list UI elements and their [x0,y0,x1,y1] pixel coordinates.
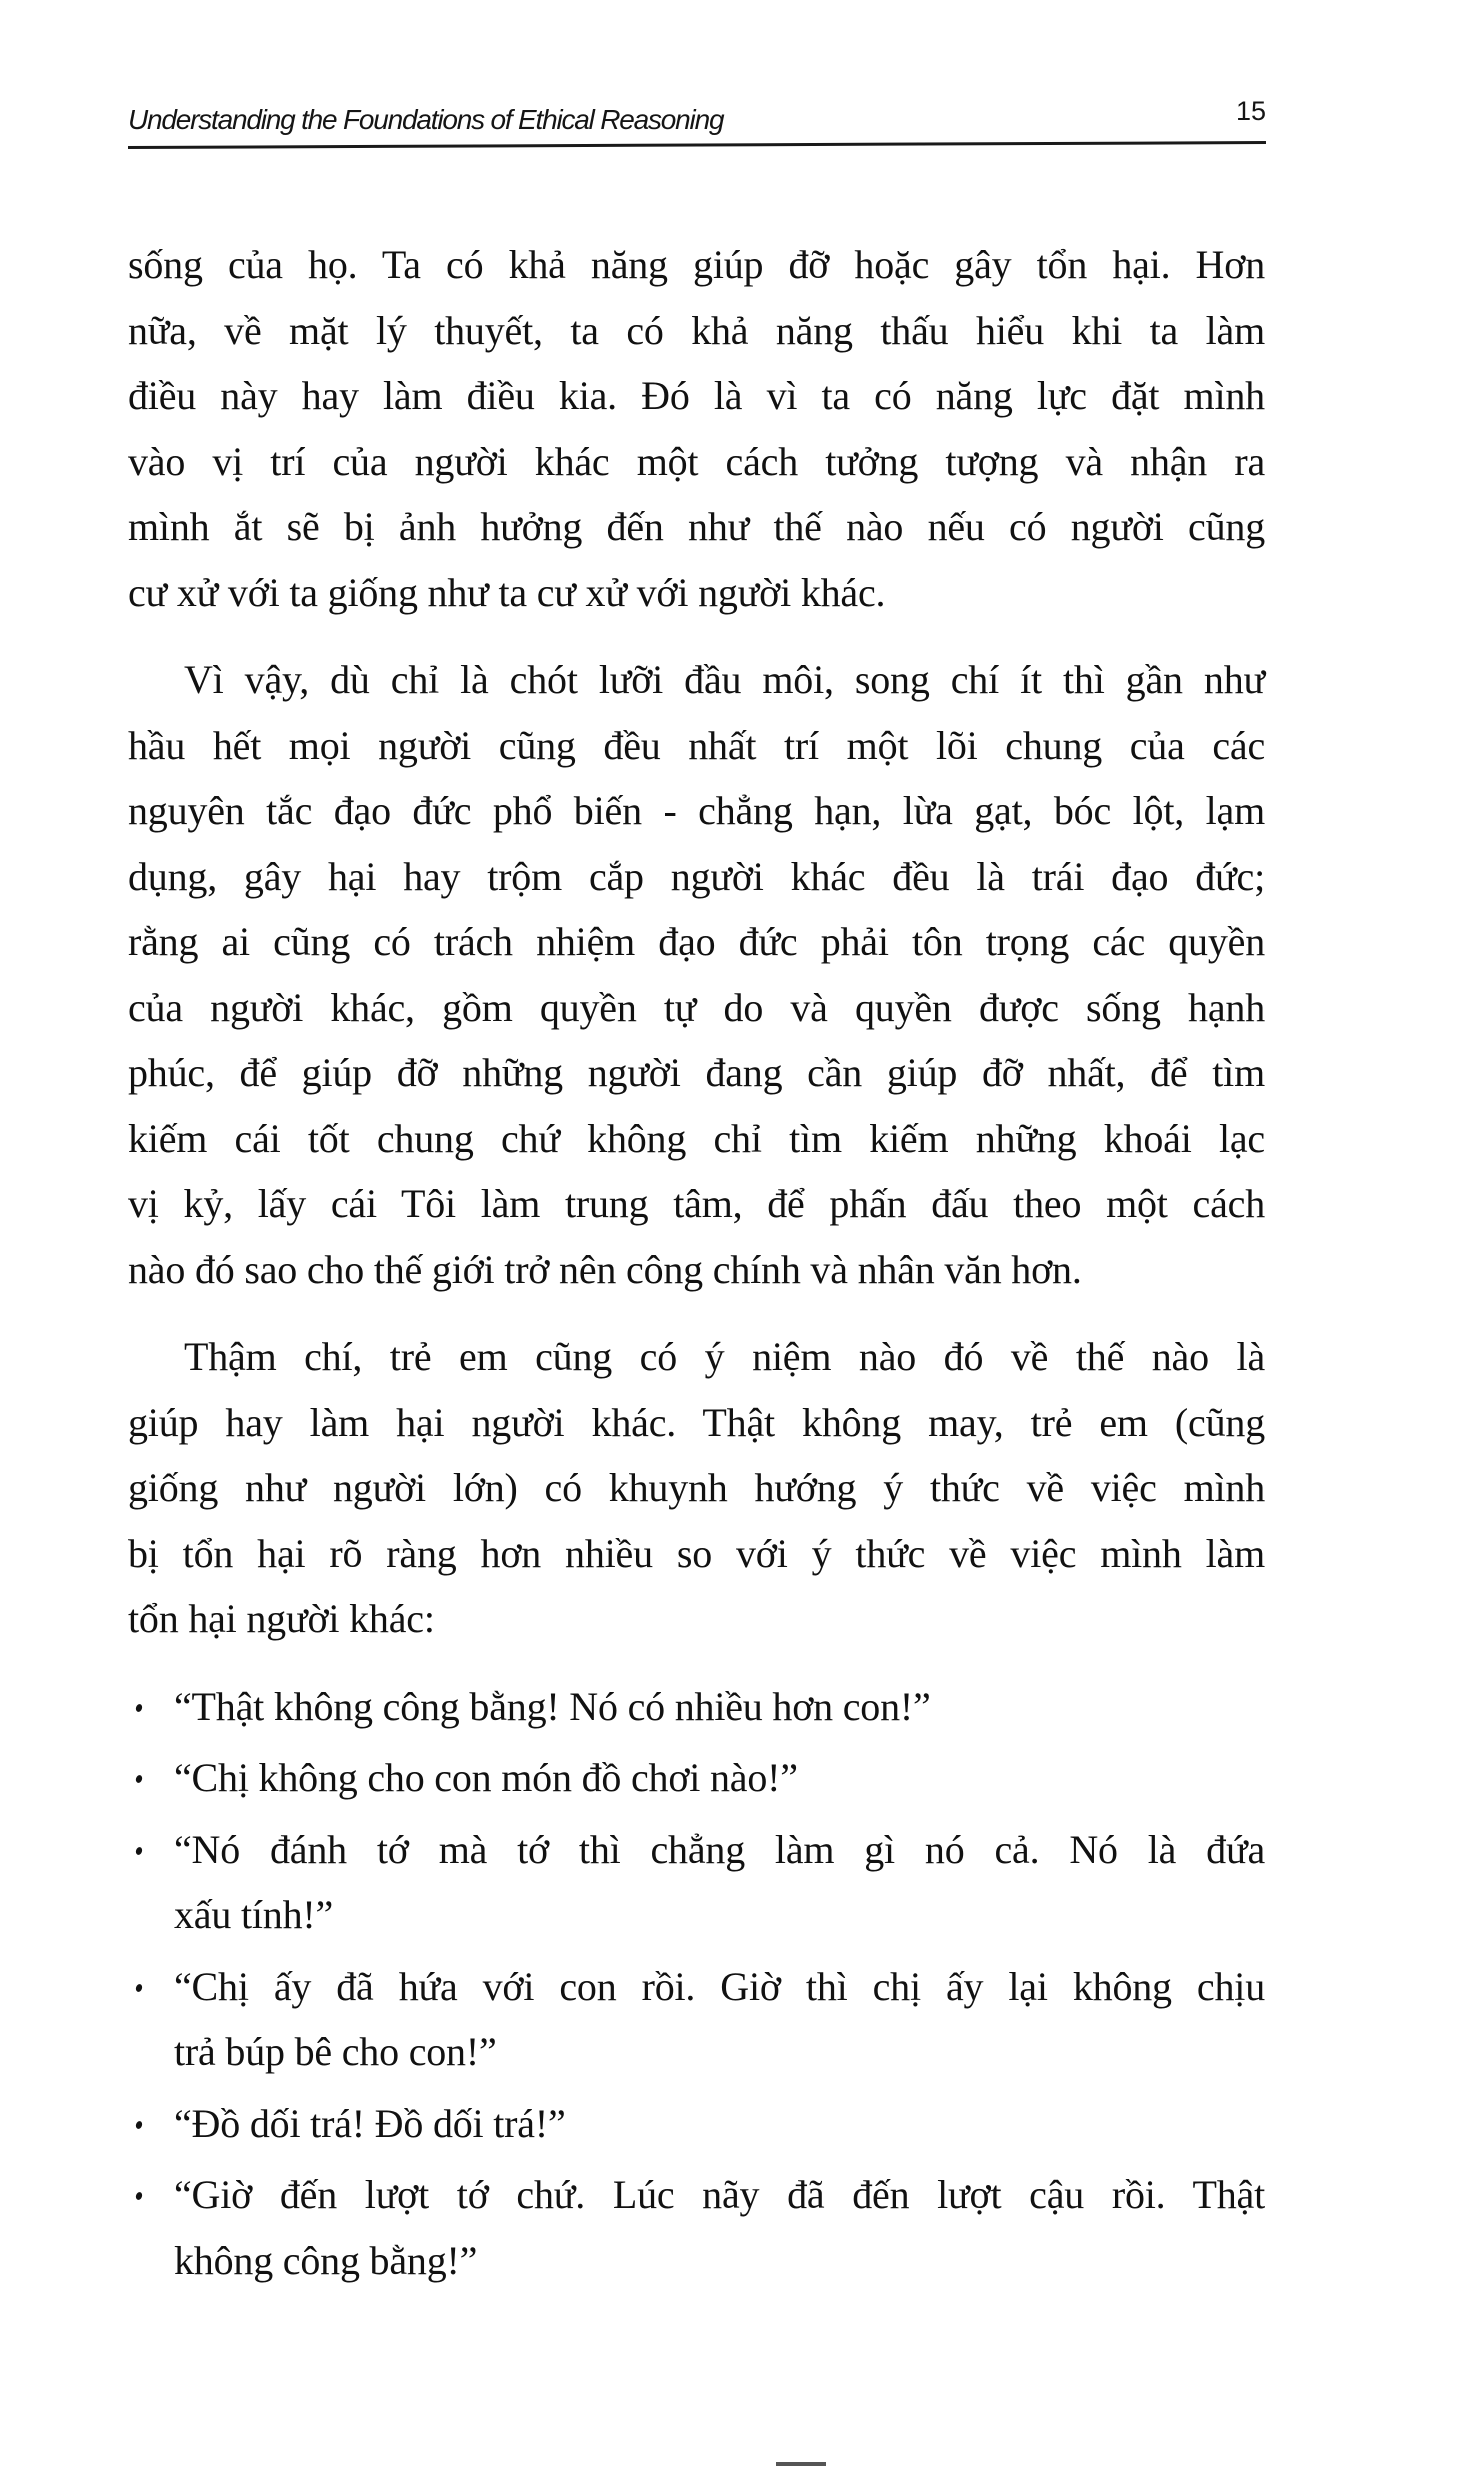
text-line: dụng, gây hại hay trộm cắp người khác đều là trái đạo đức; [128,853,1265,899]
list-item [128,1817,1265,1948]
bullet-icon [135,1983,143,1993]
text-line: bị tổn hại rõ ràng hơn nhiều so với ý thức về việc mình làm [128,1530,1265,1576]
text-line: trả búp bê cho con!” [174,2029,497,2074]
running-title: Understanding the Foundations of Ethical Reasoning [128,104,724,135]
text-line: phúc, để giúp đỡ những người đang cần giúp đỡ nhất, để tìm [128,1050,1265,1095]
list-item [128,1745,1265,1811]
paragraph [128,232,1265,625]
text-line: Thậm chí, trẻ em cũng có ý niệm nào đó về thế nào là [184,1334,1265,1379]
list-item [128,1674,1265,1740]
page-number: 15 [1236,96,1267,126]
text-line: “Đồ dối trá! Đồ dối trá!” [174,2100,566,2146]
list-item [128,2162,1265,2293]
text-line: nguyên tắc đạo đức phổ biến - chẳng hạn, lừa gạt, bóc lột, lạm [128,788,1265,833]
text-line: tổn hại người khác: [128,1596,435,1641]
bullet-icon [135,2191,143,2201]
text-line: xấu tính!” [174,1892,334,1937]
text-line: điều này hay làm điều kia. Đó là vì ta có năng lực đặt mình [128,373,1265,418]
text-line: vị kỷ, lấy cái Tôi làm trung tâm, để phấn đấu theo một cách [128,1181,1265,1226]
text-line: giúp hay làm hại người khác. Thật không may, trẻ em (cũng [128,1399,1265,1445]
paragraph [128,1324,1265,1652]
body-text [128,232,1265,2299]
list-item [128,1954,1265,2085]
bullet-icon [135,2120,143,2130]
text-line: không công bằng!” [174,2237,478,2283]
page-edge-mark [776,2462,826,2466]
bullet-icon [135,1774,143,1784]
text-line: kiếm cái tốt chung chứ không chỉ tìm kiếm những khoái lạc [128,1115,1265,1161]
text-line: nào đó sao cho thế giới trở nên công chính và nhân văn hơn. [128,1246,1082,1292]
paragraph [128,647,1265,1302]
text-line: rằng ai cũng có trách nhiệm đạo đức phải tôn trọng các quyền [128,919,1265,964]
text-line: giống như người lớn) có khuynh hướng ý thức về việc mình [128,1465,1265,1510]
bullet-icon [135,1703,143,1713]
text-line: hầu hết mọi người cũng đều nhất trí một lõi chung của các [128,722,1265,768]
bullet-list [128,1674,1265,2294]
text-line: nữa, về mặt lý thuyết, ta có khả năng thấu hiểu khi ta làm [128,307,1265,353]
text-line: “Nó đánh tớ mà tớ thì chẳng làm gì nó cả. Nó là đứa [174,1826,1265,1872]
list-item [128,2091,1265,2157]
text-line: sống của họ. Ta có khả năng giúp đỡ hoặc gây tổn hại. Hơn [128,242,1265,287]
text-line: “Thật không công bằng! Nó có nhiều hơn con!” [174,1683,931,1729]
header-rule [128,141,1266,149]
text-line: mình ắt sẽ bị ảnh hưởng đến như thế nào nếu có người cũng [128,504,1265,549]
bullet-icon [135,1846,143,1856]
text-line: “Chị ấy đã hứa với con rồi. Giờ thì chị ấy lại không chịu [174,1963,1265,2009]
text-line: Vì vậy, dù chỉ là chót lưỡi đầu môi, song chí ít thì gần như [184,657,1265,702]
text-line: “Giờ đến lượt tớ chứ. Lúc nãy đã đến lượt cậu rồi. Thật [174,2172,1265,2217]
text-line: cư xử với ta giống như ta cư xử với người khác. [128,569,886,615]
text-line: “Chị không cho con món đồ chơi nào!” [174,1755,798,1800]
text-line: của người khác, gồm quyền tự do và quyền được sống hạnh [128,984,1265,1030]
text-line: vào vị trí của người khác một cách tưởng tượng và nhận ra [128,438,1265,484]
